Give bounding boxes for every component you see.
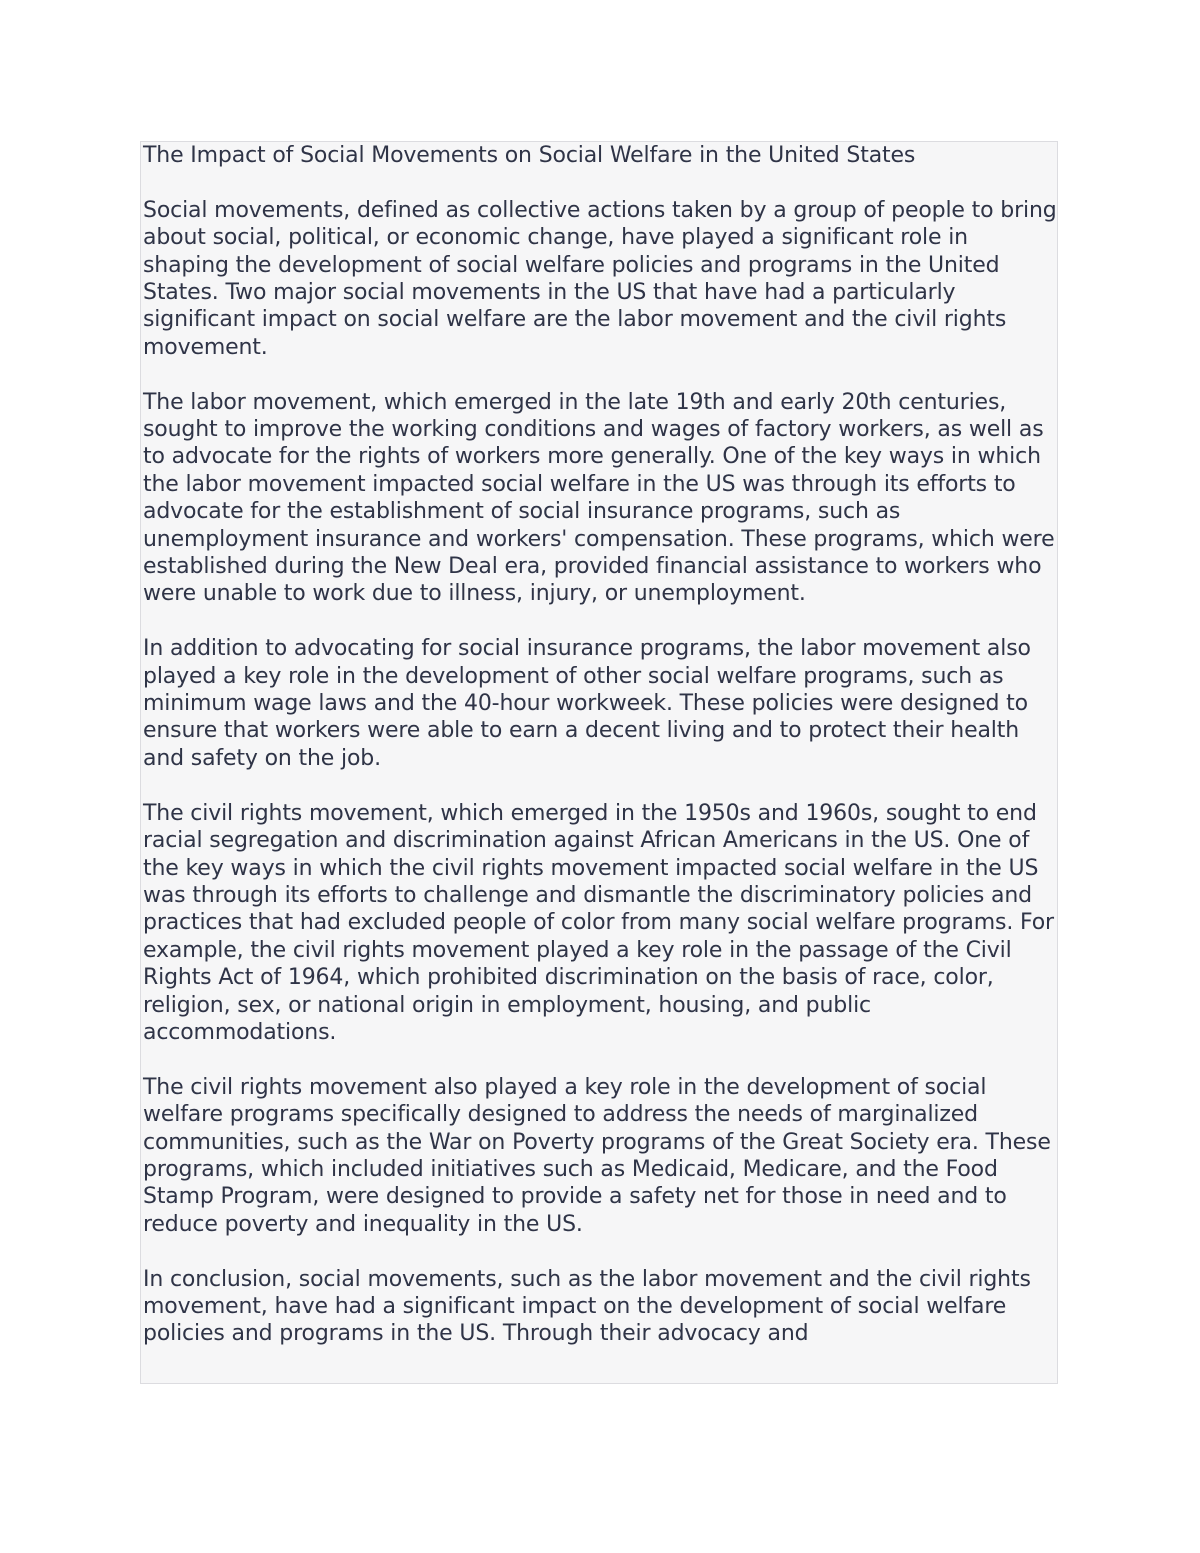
document-text-box: [140, 141, 1058, 1384]
paragraph-civil-rights-programs: The civil rights movement also played a key role in the development of social welfare programs specifically designed to address the needs of marginalized communities, such as the War on Poverty programs of the Great Society era. These programs, which included initiatives such as Medicaid, Medicare, and the Food Stamp Program, were designed to provide a safety net for those in need and to reduce poverty and inequality in the US.: [143, 1074, 1051, 1237]
document-title: The Impact of Social Movements on Social Welfare in the United States: [143, 143, 916, 168]
paragraph-civil-rights: The civil rights movement, which emerged in the 1950s and 1960s, sought to end racial segregation and discrimination against African Americans in the US. One of the key ways in which the civil rights movement impacted social welfare in the US was through its efforts to challenge and dismantle the discriminatory policies and practices that had excluded people of color from many social welfare programs. For example, the civil rights movement played a key role in the passage of the Civil Rights Act of 1964, which prohibited discrimination on the basis of race, color, religion, sex, or national origin in employment, housing, and public accommodations.: [143, 800, 1054, 1045]
paragraph-conclusion: In conclusion, social movements, such as the labor movement and the civil rights movement, have had a significant impact on the development of social welfare policies and programs in the US. Through their advocacy and: [143, 1266, 1031, 1347]
paragraph-labor-movement: The labor movement, which emerged in the late 19th and early 20th centuries, sought to improve the working conditions and wages of factory workers, as well as to advocate for the rights of workers more generally. One of the key ways in which the labor movement impacted social welfare in the US was through its efforts to advocate for the establishment of social insurance programs, such as unemployment insurance and workers' compensation. These programs, which were established during the New Deal era, provided financial assistance to workers who were unable to work due to illness, injury, or unemployment.: [143, 389, 1055, 607]
paragraph-intro: Social movements, defined as collective actions taken by a group of people to bring about social, political, or economic change, have played a significant role in shaping the development of social welfare policies and programs in the United States. Two major social movements in the US that have had a particularly significant impact on social welfare are the labor movement and the civil rights movement.: [143, 197, 1057, 360]
paragraph-labor-programs: In addition to advocating for social insurance programs, the labor movement also played a key role in the development of other social welfare programs, such as minimum wage laws and the 40-hour workweek. These policies were designed to ensure that workers were able to earn a decent living and to protect their health and safety on the job.: [143, 636, 1031, 771]
